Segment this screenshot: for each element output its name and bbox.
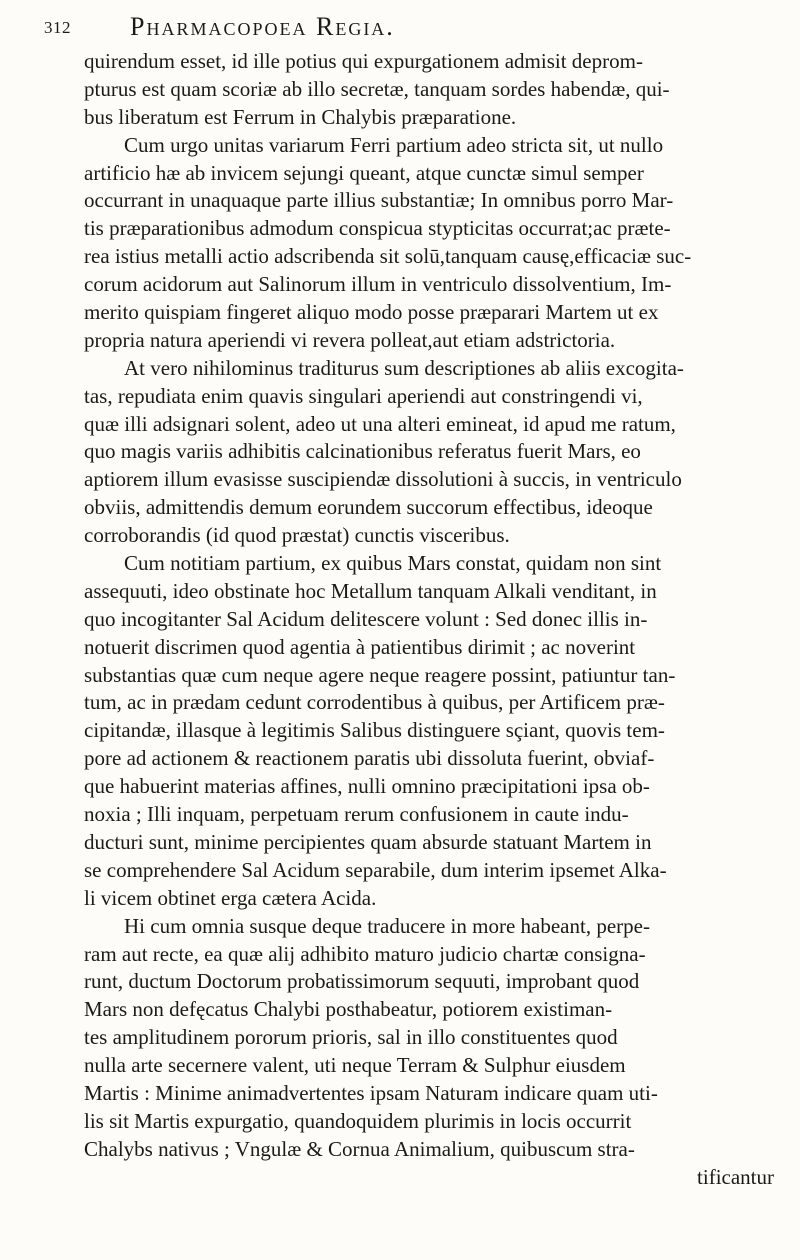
text-line: cipitandæ, illasque à legitimis Salibus distinguere sçiant, quovis tem- xyxy=(84,718,665,743)
page-header xyxy=(44,12,734,48)
text-line: tas, repudiata enim quavis singulari aperiendi aut constringendi vi, xyxy=(84,383,643,408)
text-line: At vero nihilominus traditurus sum descriptiones ab aliis excogita- xyxy=(124,355,684,380)
text-line: corum acidorum aut Salinorum illum in ventriculo dissolventium, Im- xyxy=(84,272,672,297)
text-line: corroborandis (id quod præstat) cunctis visceribus. xyxy=(84,523,510,548)
text-line: ducturi sunt, minime percipientes quam absurde statuant Martem in xyxy=(84,829,652,854)
text-line: lis sit Martis expurgatio, quandoquidem plurimis in locis occurrit xyxy=(84,1108,632,1133)
text-line: pturus est quam scoriæ ab illo secretæ, tanquam sordes habendæ, qui- xyxy=(84,76,670,101)
text-line: quo magis variis adhibitis calcinationibus referatus fuerit Mars, eo xyxy=(84,439,641,464)
text-line: substantias quæ cum neque agere neque reagere possint, patiuntur tan- xyxy=(84,662,676,687)
text-line: obviis, admittendis demum eorundem succorum effectibus, ideoque xyxy=(84,495,653,520)
text-line: bus liberatum est Ferrum in Chalybis præparatione. xyxy=(84,104,517,129)
text-line: quo incogitanter Sal Acidum delitescere volunt : Sed donec illis in- xyxy=(84,606,648,631)
text-line: artificio hæ ab invicem sejungi queant, atque cunctæ simul semper xyxy=(84,160,644,185)
text-line: li vicem obtinet erga cætera Acida. xyxy=(84,885,377,910)
text-line: runt, ductum Doctorum probatissimorum sequuti, improbant quod xyxy=(84,969,640,994)
text-line: tis præparationibus admodum conspicua stypticitas occurrat;ac præte- xyxy=(84,216,671,241)
text-line: Cum urgo unitas variarum Ferri partium adeo stricta sit, ut nullo xyxy=(124,132,664,157)
text-line: Cum notitiam partium, ex quibus Mars constat, quidam non sint xyxy=(124,551,662,576)
text-line: tum, ac in prædam cedunt corrodentibus à quibus, per Artificem præ- xyxy=(84,690,665,715)
text-line: assequuti, ideo obstinate hoc Metallum tanquam Alkali venditant, in xyxy=(84,578,657,603)
text-line: Mars non defęcatus Chalybi posthabeatur, potiorem existiman- xyxy=(84,997,613,1022)
text-line: merito quispiam fingeret aliquo modo posse præparari Martem ut ex xyxy=(84,300,659,325)
text-line: ram aut recte, ea quæ alij adhibito maturo judicio chartæ consigna- xyxy=(84,941,646,966)
text-line: tificantur xyxy=(697,1164,774,1189)
text-line: se comprehendere Sal Acidum separabile, dum interim ipsemet Alka- xyxy=(84,857,667,882)
text-line: que habuerint materias affines, nulli omnino præcipitationi ipsa ob- xyxy=(84,774,650,799)
page-number: 312 xyxy=(44,18,71,37)
text-line: quæ illi adsignari solent, adeo ut una alteri emineat, id apud me ratum, xyxy=(84,411,676,436)
text-line: aptiorem illum evasisse suscipiendæ dissolutioni à succis, in ventriculo xyxy=(84,467,682,492)
text-line: noxia ; Illi inquam, perpetuam rerum confusionem in caute indu- xyxy=(84,802,629,827)
text-line: Martis : Minime animadvertentes ipsam Naturam indicare quam uti- xyxy=(84,1080,658,1105)
text-line: propria natura aperiendi vi revera polleat,aut etiam adstrictoria. xyxy=(84,327,616,352)
running-title: Pharmacopoea Regia. xyxy=(130,12,395,41)
text-line: occurrant in unaquaque parte illius substantiæ; In omnibus porro Mar- xyxy=(84,188,674,213)
text-line: notuerit discrimen quod agentia à patientibus dirimit ; ac noverint xyxy=(84,634,636,659)
text-line: quirendum esset, id ille potius qui expurgationem admisit deprom- xyxy=(84,49,643,73)
text-line: pore ad actionem & reactionem paratis ubi dissoluta fuerint, obviaf- xyxy=(84,746,655,771)
text-line: nulla arte secernere valent, uti neque Terram & Sulphur eiusdem xyxy=(84,1053,626,1078)
body-text xyxy=(84,48,784,1192)
text-line: rea istius metalli actio adscribenda sit solū,tanquam causę,efficaciæ suc- xyxy=(84,244,692,269)
text-line: Hi cum omnia susque deque traducere in more habeant, perpe- xyxy=(124,913,650,938)
text-line: Chalybs nativus ; Vngulæ & Cornua Animalium, quibuscum stra- xyxy=(84,1136,635,1161)
text-line: tes amplitudinem pororum prioris, sal in illo constituentes quod xyxy=(84,1025,618,1050)
